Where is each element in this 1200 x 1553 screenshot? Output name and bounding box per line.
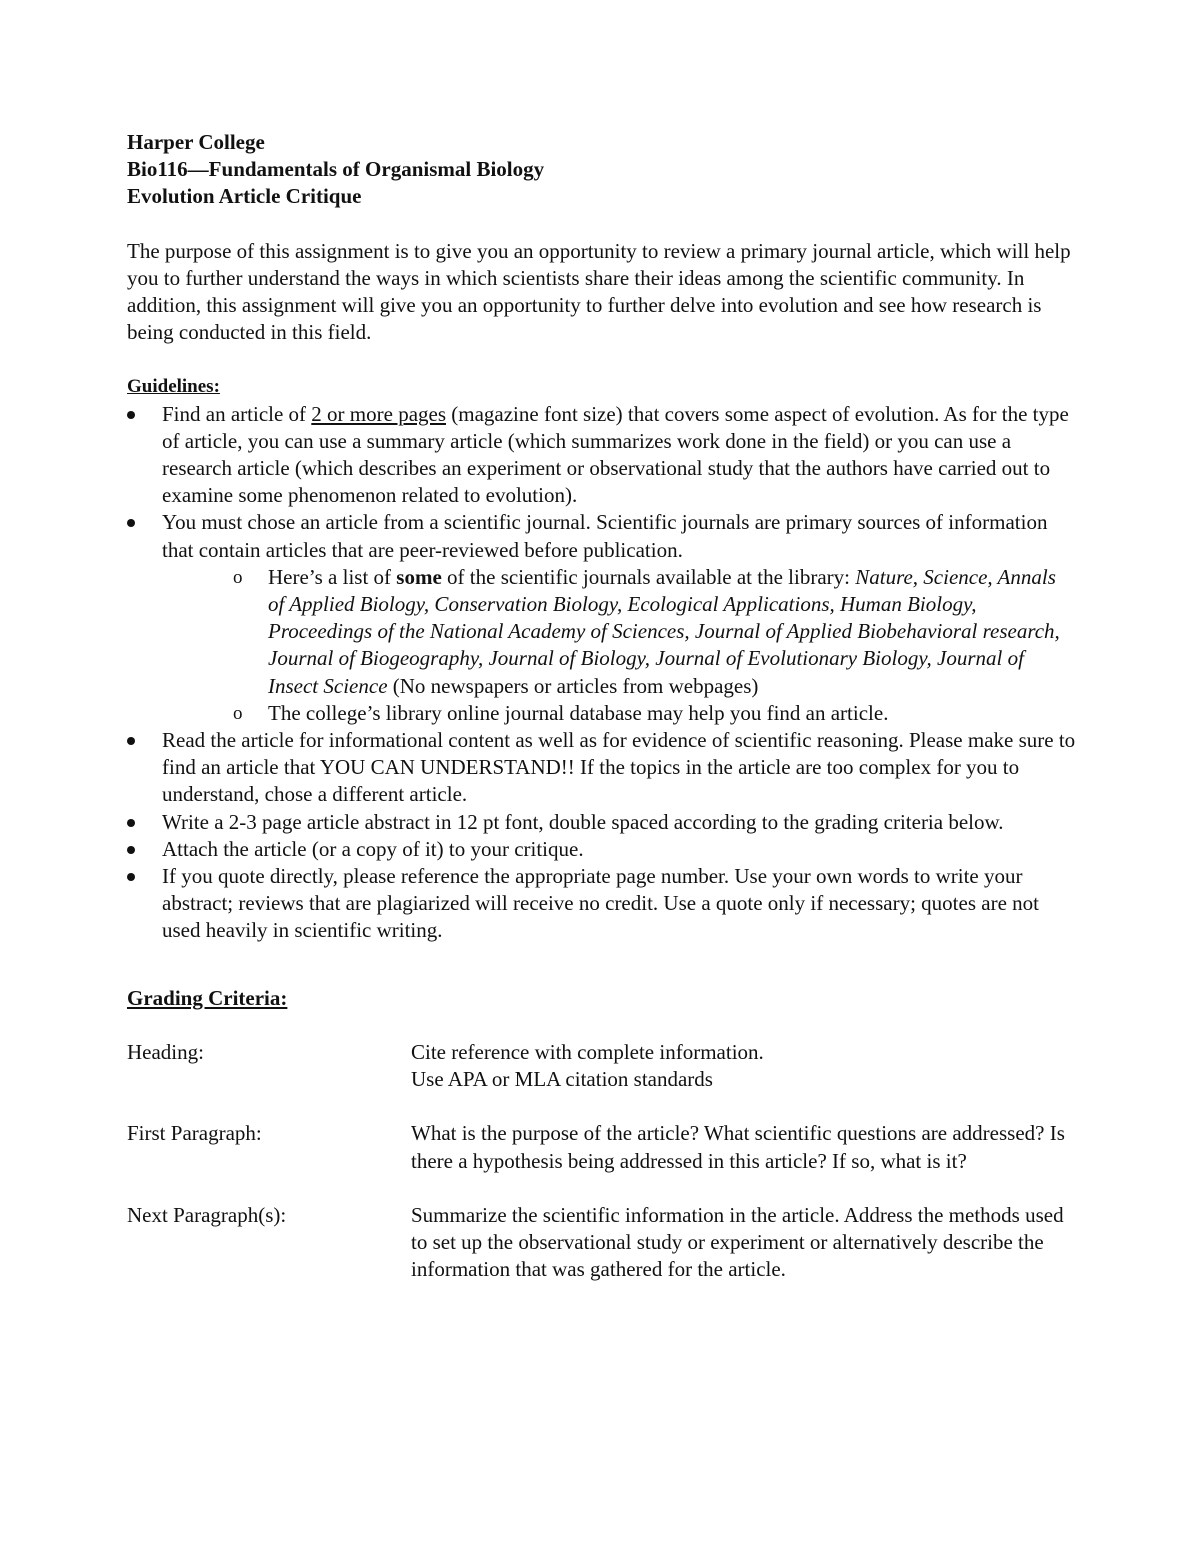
criteria-description: What is the purpose of the article? What scientific questions are addressed? Is there a hypothesis being addressed in this article? If so, what is it? [411, 1121, 1065, 1173]
list-item [127, 863, 1077, 945]
criteria-description: Summarize the scientific information in the article. Address the methods used to set up the observational study or experiment or alternatively describe the information that was gathered for the article. [411, 1202, 1064, 1282]
sub-1-text: Here’s a list of [268, 564, 397, 589]
guideline-1-rest: (magazine font size) that covers some aspect of evolution. As for the type of article, you can use a summary article (which summarizes work done in the field) or you can use a research article (which describes an experiment or observational study that the authors have carried out to examine some phenomenon related to evolution). [162, 401, 1069, 508]
criteria-row-next-paragraphs [127, 1202, 1077, 1284]
list-item [127, 700, 1077, 727]
document-page [127, 129, 1077, 1310]
sub-2-text: The college’s library online journal database may help you find an article. [268, 700, 889, 725]
journal-sublist [127, 564, 1077, 727]
criteria-label: Next Paragraph(s): [127, 1202, 287, 1227]
guidelines-heading: Guidelines: [127, 376, 220, 398]
guideline-5-text: Attach the article (or a copy of it) to your critique. [162, 836, 584, 861]
criteria-label: Heading: [127, 1039, 204, 1064]
guideline-3-text: Read the article for informational content as well as for evidence of scientific reasoning. Please make sure to find an article that YOU CAN UNDERSTAND!! If the topics in the article are too complex for you to understand, chose a different article. [162, 728, 1076, 807]
college-name: Harper College [127, 130, 265, 154]
bullet-icon [127, 846, 135, 854]
list-item [127, 564, 1077, 700]
criteria-description [411, 1039, 1077, 1093]
assignment-title: Evolution Article Critique [127, 184, 362, 209]
list-item [127, 509, 1077, 727]
bullet-icon [127, 737, 135, 745]
bullet-icon [127, 873, 135, 881]
sub-1-mid: of the scientific journals available at the library: [441, 564, 856, 589]
guideline-2-text: You must chose an article from a scientific journal. Scientific journals are primary sources of information that contain articles that are peer-reviewed before publication. [162, 510, 1048, 562]
list-item [127, 809, 1077, 836]
criteria-row-first-paragraph [127, 1120, 1077, 1174]
criteria-row-heading [127, 1039, 1077, 1093]
bullet-icon [127, 519, 135, 527]
course-title: Bio116—Fundamentals of Organismal Biology [127, 157, 545, 182]
sub-1-rest: (No newspapers or articles from webpages) [387, 673, 759, 698]
list-item [127, 727, 1077, 809]
criteria-line: Cite reference with complete information. [411, 1039, 764, 1064]
list-item [127, 836, 1077, 863]
guideline-6-text: If you quote directly, please reference the appropriate page number. Use your own words to write your abstract; reviews that are plagiarized will receive no credit. Use a quote only if necessary; quotes are not used heavily in scientific writing. [162, 864, 1039, 943]
grading-criteria [127, 1039, 1077, 1283]
sub-1-bold: some [396, 564, 442, 589]
circle-bullet-icon: o [233, 566, 243, 588]
criteria-line: Use APA or MLA citation standards [411, 1067, 713, 1092]
grading-heading: Grading Criteria: [127, 985, 288, 1010]
guideline-4-text: Write a 2-3 page article abstract in 12 pt font, double spaced according to the grading criteria below. [162, 809, 1004, 834]
list-item [127, 401, 1077, 510]
journal-names: Nature, Science, Annals of Applied Biology, Conservation Biology, Ecological Applications, Human Biology, Proceedings of the National Academy of Sciences, Journal of Applied Biobehavioral research, Journal of Biogeography, Journal of Biology, Journal of Evolutionary Biology, Journal of Insect Science [268, 564, 1060, 698]
intro-paragraph: The purpose of this assignment is to give you an opportunity to review a primary journal article, which will help you to further understand the ways in which scientists share their ideas among the scientific community. In addition, this assignment will give you an opportunity to further delve into evolution and see how research is being conducted in this field. [127, 238, 1071, 345]
bullet-icon [127, 411, 135, 419]
circle-bullet-icon: o [233, 702, 243, 724]
bullet-icon [127, 819, 135, 827]
guideline-1-text: Find an article of [162, 401, 312, 426]
guideline-1-underlined: 2 or more pages [311, 401, 447, 426]
guidelines-list [127, 401, 1077, 945]
criteria-label: First Paragraph: [127, 1121, 262, 1146]
